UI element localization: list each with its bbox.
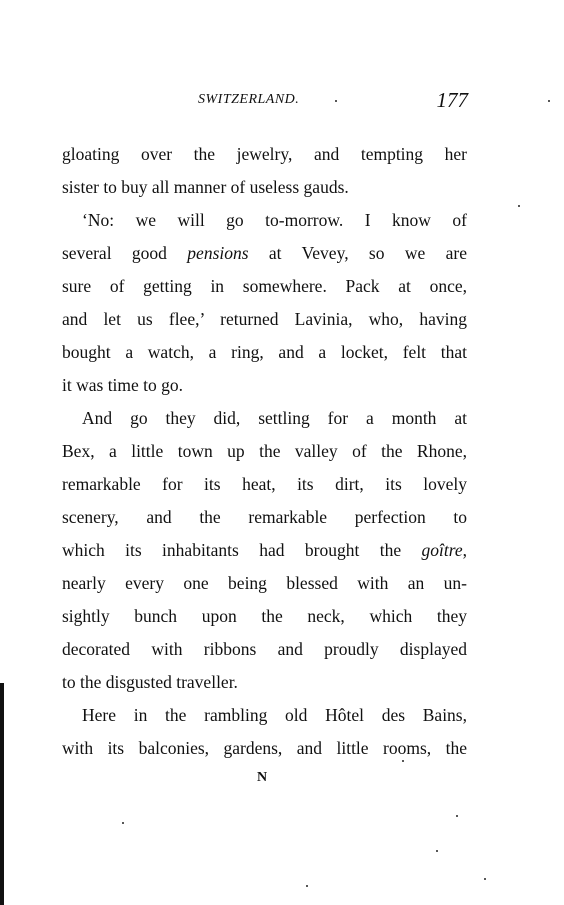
text-line-14: nearly every one being blessed with an un-	[62, 573, 467, 593]
text-line-4: several good pensions at Vevey, so we are	[62, 243, 467, 263]
body-text	[62, 138, 467, 765]
scan-speck	[456, 815, 458, 817]
italic-term: goître	[421, 540, 463, 560]
text-line-18: Here in the rambling old Hôtel des Bains,	[82, 705, 467, 725]
text-line-19: with its balconies, gardens, and little rooms, the	[62, 738, 467, 758]
scan-speck	[436, 850, 438, 852]
signature-mark: N	[257, 770, 269, 785]
text-line-10: Bex, a little town up the valley of the Rhone,	[62, 441, 467, 461]
italic-term: pensions	[187, 243, 249, 263]
text-line-12: scenery, and the remarkable perfection to	[62, 507, 467, 527]
text-line-9: And go they did, settling for a month at	[82, 408, 467, 428]
scan-speck	[306, 885, 308, 887]
text-line-3: ‘No: we will go to-morrow. I know of	[82, 210, 467, 230]
text-line-16: decorated with ribbons and proudly displayed	[62, 639, 467, 659]
scan-speck	[484, 878, 486, 880]
running-title: SWITZERLAND.	[198, 92, 300, 107]
text-line-8: it was time to go.	[62, 375, 184, 395]
text-line-7: bought a watch, a ring, and a locket, felt that	[62, 342, 467, 362]
text-line-11: remarkable for its heat, its dirt, its lovely	[62, 474, 467, 494]
scan-speck	[402, 760, 404, 762]
scan-speck	[335, 100, 337, 102]
page-header	[60, 88, 468, 116]
scan-speck	[518, 205, 520, 207]
text-line-2: sister to buy all manner of useless gauds.	[62, 177, 349, 197]
text-line-15: sightly bunch upon the neck, which they	[62, 606, 467, 626]
text-line-5: sure of getting in somewhere. Pack at once,	[62, 276, 467, 296]
scan-edge-mark	[0, 683, 4, 905]
text-line-17: to the disgusted traveller.	[62, 672, 238, 692]
text-line-1: gloating over the jewelry, and tempting her	[62, 144, 467, 164]
scan-speck	[122, 822, 124, 824]
text-line-13: which its inhabitants had brought the goître,	[62, 540, 467, 560]
scan-speck	[548, 100, 550, 102]
text-line-6: and let us flee,’ returned Lavinia, who, having	[62, 309, 467, 329]
page-number: 177	[436, 88, 468, 112]
